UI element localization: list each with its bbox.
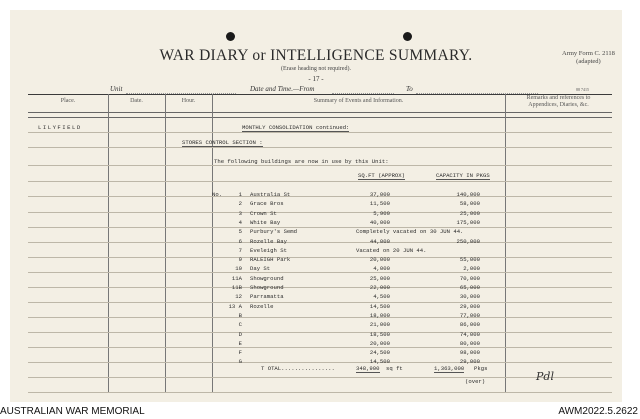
building-capacity: 74,000 — [459, 330, 480, 338]
total-sqft-unit: sq ft — [386, 365, 403, 372]
form-ruled-line — [28, 272, 612, 273]
building-number: 12 — [235, 293, 242, 301]
col-remarks — [505, 95, 612, 109]
datetime-label: Date and Time.—From — [250, 85, 315, 93]
building-capacity: 30,000 — [459, 293, 480, 301]
form-ruled-line — [28, 181, 612, 182]
building-sqft: 44,000 — [369, 237, 390, 245]
entry-heading: MONTHLY CONSOLIDATION continued: — [242, 124, 350, 131]
building-capacity: 140,000 — [456, 191, 480, 198]
header-rule-2 — [28, 117, 612, 118]
building-name: Purbury's Semd — [250, 228, 297, 236]
col-place: Place. — [60, 98, 76, 104]
building-sqft: 14,500 — [369, 302, 390, 310]
building-sqft: 11,500 — [369, 200, 390, 208]
building-note: Completely vacated on 30 JUN 44. — [356, 228, 464, 236]
total-capacity-unit: Pkgs — [474, 365, 488, 372]
building-number: 9 — [238, 256, 242, 264]
form-ruled-line — [28, 302, 612, 303]
building-capacity: 77,000 — [459, 311, 480, 319]
col-summary: Summary of Events and Information. — [313, 98, 404, 104]
building-number: 11A — [231, 274, 242, 282]
building-name: Rozelle — [250, 302, 274, 310]
building-name: Parramatta — [250, 293, 284, 301]
building-capacity: 2,000 — [463, 265, 480, 273]
form-subtitle: (Erase heading not required). — [281, 66, 351, 72]
col-date: Date. — [130, 98, 143, 104]
form-ruled-line — [28, 317, 612, 318]
building-number: 4 — [238, 218, 242, 226]
building-number: E — [238, 339, 242, 347]
page-number: - 17 - — [308, 75, 324, 83]
form-ruled-line — [28, 287, 612, 288]
building-name: Eveleigh St — [250, 246, 287, 254]
building-capacity: 175,000 — [456, 218, 480, 226]
building-capacity: 250,000 — [456, 237, 480, 245]
col-hour: Hour. — [181, 98, 196, 104]
building-number: 5 — [238, 228, 242, 236]
entry-section: STORES CONTROL SECTION : — [182, 139, 263, 146]
building-name: Australia St — [250, 191, 291, 198]
col-sqft-heading: SQ.FT (APPROX) — [358, 172, 405, 179]
form-ruled-line — [28, 196, 612, 197]
building-sqft: 24,500 — [369, 349, 390, 357]
building-sqft: 14,500 — [369, 358, 390, 366]
building-name: White Bay — [250, 218, 281, 226]
form-ruled-line — [28, 147, 612, 148]
building-name: Crown St — [250, 209, 277, 217]
army-form-label — [562, 50, 615, 66]
total-label: T OTAL................ — [261, 365, 335, 372]
building-capacity: 29,000 — [459, 302, 480, 310]
building-sqft: 37,000 — [369, 191, 390, 198]
form-ruled-line — [28, 377, 612, 378]
building-name: RALEIGH Park — [250, 256, 291, 264]
form-ruled-line — [28, 257, 612, 258]
building-name: Grace Bros — [250, 200, 284, 208]
building-number: C — [238, 321, 242, 329]
form-ruled-line — [28, 242, 612, 243]
building-sqft: 4,000 — [373, 265, 390, 273]
entry-place: LILYFIELD — [38, 124, 82, 131]
form-ruled-line — [28, 392, 612, 393]
army-form-line1: Army Form C. 2118 — [562, 50, 615, 57]
building-capacity: 98,000 — [459, 349, 480, 357]
form-ruled-line — [28, 132, 612, 133]
form-ruled-line — [28, 332, 612, 333]
form-ruled-line — [28, 227, 612, 228]
building-sqft: 22,000 — [369, 284, 390, 291]
building-capacity: 58,000 — [459, 200, 480, 208]
building-capacity: 86,000 — [459, 321, 480, 329]
war-diary-page — [10, 10, 622, 402]
building-capacity: 65,000 — [459, 284, 480, 291]
building-name: Rozelle Bay — [250, 237, 287, 245]
col-remarks-line1: Remarks and references to — [526, 95, 591, 101]
footer-reference: AWM2022.5.2622 — [558, 406, 638, 417]
building-capacity: 70,000 — [459, 274, 480, 282]
building-number: 10 — [235, 265, 242, 273]
building-sqft: 20,000 — [369, 256, 390, 264]
corner-code: 88 7415 — [576, 87, 589, 92]
building-sqft: 21,000 — [369, 321, 390, 329]
to-label: To — [406, 85, 413, 93]
building-capacity: 55,000 — [459, 256, 480, 264]
building-sqft: 4,500 — [373, 293, 390, 301]
building-number: D — [238, 330, 242, 338]
building-capacity: 29,000 — [459, 358, 480, 366]
punch-hole — [226, 32, 235, 41]
building-sqft: 18,500 — [369, 330, 390, 338]
building-number: 6 — [238, 237, 242, 245]
building-sqft: 18,000 — [369, 311, 390, 319]
building-number: B — [238, 311, 242, 319]
total-sqft: 348,900 — [356, 365, 380, 372]
punch-hole — [403, 32, 412, 41]
over-note: (over) — [465, 378, 486, 385]
signature: Pdl — [536, 370, 554, 383]
building-number: 11B — [231, 284, 242, 291]
form-ruled-line — [28, 165, 612, 166]
building-number: 1 — [238, 191, 242, 198]
building-capacity: 25,000 — [459, 209, 480, 217]
building-note: Vacated on 20 JUN 44. — [356, 246, 427, 254]
footer-archive-name: AUSTRALIAN WAR MEMORIAL — [0, 406, 145, 417]
form-title: WAR DIARY or INTELLIGENCE SUMMARY. — [159, 47, 473, 64]
building-name: Showground — [250, 274, 284, 282]
total-capacity: 1,363,000 — [434, 365, 465, 372]
building-sqft: 40,000 — [369, 218, 390, 226]
header-rule — [28, 112, 612, 113]
col-capacity-heading: CAPACITY IN PKGS — [436, 172, 490, 179]
building-number: 2 — [238, 200, 242, 208]
building-number: F — [238, 349, 242, 357]
building-sqft: 5,900 — [373, 209, 390, 217]
building-name: Showground — [250, 284, 284, 291]
entry-intro: The following buildings are now in use by this Unit: — [214, 158, 389, 165]
form-ruled-line — [28, 347, 612, 348]
building-capacity: 80,000 — [459, 339, 480, 347]
army-form-line2: (adapted) — [576, 58, 601, 65]
building-number: G — [238, 358, 242, 366]
building-number: 7 — [238, 246, 242, 254]
col-remarks-line2: Appendices, Diaries, &c. — [528, 102, 589, 108]
building-number: 3 — [238, 209, 242, 217]
unit-label: Unit — [110, 85, 123, 93]
building-name: Day St — [250, 265, 271, 273]
building-number: 13 A — [228, 302, 242, 310]
form-ruled-line — [28, 212, 612, 213]
building-sqft: 25,000 — [369, 274, 390, 282]
form-ruled-line — [28, 362, 612, 363]
building-no-label: No. — [212, 191, 223, 198]
building-sqft: 20,000 — [369, 339, 390, 347]
